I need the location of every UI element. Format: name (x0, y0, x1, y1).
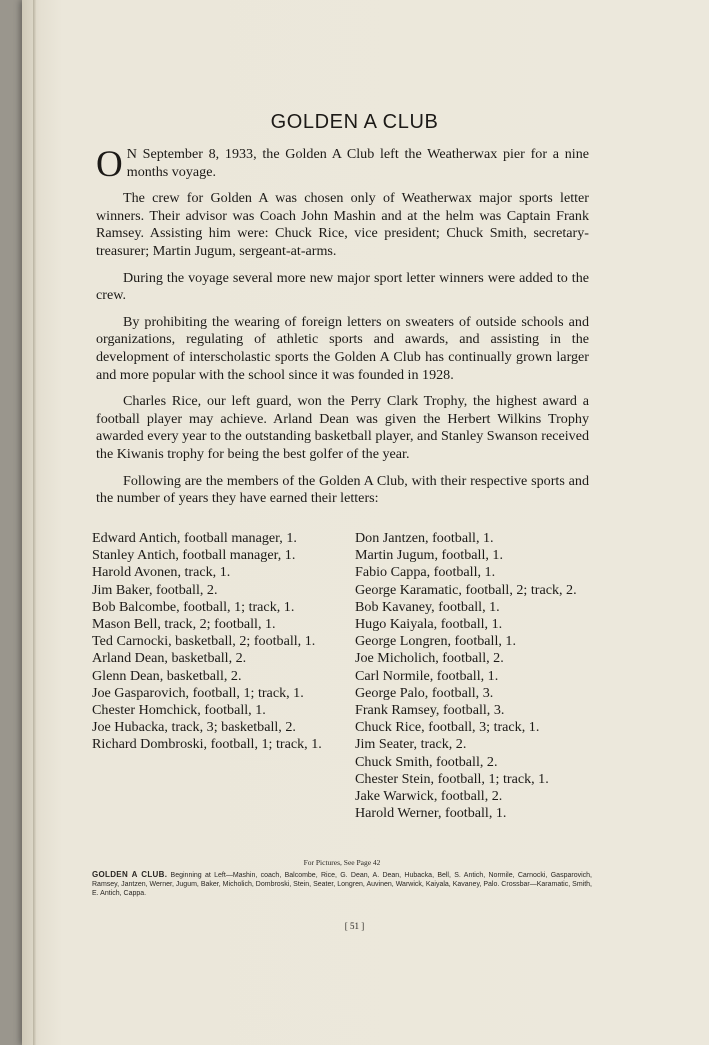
list-item: Edward Antich, football manager, 1. (92, 530, 297, 546)
caption-header: For Pictures, See Page 42 (303, 858, 381, 867)
page-binding-edge (33, 0, 36, 1045)
list-item: Jake Warwick, football, 2. (355, 788, 503, 805)
list-item: Ted Carnocki, basketball, 2; football, 1. (92, 633, 316, 650)
list-item: George Longren, football, 1. (355, 633, 516, 650)
page-number: [ 51 ] (344, 921, 365, 931)
list-item: Joe Hubacka, track, 3; basketball, 2. (92, 719, 296, 736)
paragraph-members-intro: Following are the members of the Golden A Club, with their respective sports and the number of years they have earned their letters: (96, 472, 589, 507)
list-item: Glenn Dean, basketball, 2. (92, 667, 242, 684)
list-item: Jim Baker, football, 2. (92, 581, 218, 598)
list-item: Don Jantzen, football, 1. (355, 530, 494, 546)
article-body (96, 146, 589, 517)
list-item: Chester Stein, football, 1; track, 1. (355, 770, 549, 787)
list-item: Chuck Rice, football, 3; track, 1. (355, 719, 540, 736)
list-item: Chester Homchick, football, 1. (92, 702, 266, 719)
intro-text: N September 8, 1933, the Golden A Club left the Weatherwax pier for a nine months voyage. (126, 146, 589, 180)
drop-cap: O (96, 144, 123, 185)
caption-text: Beginning at Left—Mashin, coach, Balcombe, Rice, G. Dean, A. Dean, Hubacka, Bell, S. Antich, Normile, Carnocki, Gasparovich, Ramsey, Jantzen, Werner, Jugum, Baker, Micholich, Dombroski, Stein, Seater, Longren, Auvinen, Warwick, Kaiyala, Kavaney, Palo. Crossbar—Karamatic, Smith, E. Antich, Cappa. (92, 872, 592, 897)
intro-paragraph (96, 144, 589, 185)
list-item: Joe Micholich, football, 2. (355, 650, 504, 667)
list-item: Bob Balcombe, football, 1; track, 1. (92, 598, 295, 615)
members-column-left (92, 530, 326, 754)
list-item: Joe Gasparovich, football, 1; track, 1. (92, 684, 304, 701)
list-item: Harold Werner, football, 1. (355, 805, 507, 822)
list-item: George Karamatic, football, 2; track, 2. (355, 581, 577, 598)
list-item: Chuck Smith, football, 2. (355, 753, 498, 770)
list-item: Bob Kavaney, football, 1. (355, 598, 500, 615)
paragraph-crew: The crew for Golden A was chosen only of Weatherwax major sports letter winners. Their advisor was Coach John Mashin and at the helm was Captain Frank Ramsey. Assisting him were: Chuck Rice, vice president; Chuck Smith, secretary-treasurer; Martin Jugum, sergeant-at-arms. (96, 190, 589, 259)
list-item: Mason Bell, track, 2; football, 1. (92, 616, 276, 633)
list-item: Stanley Antich, football manager, 1. (92, 547, 296, 564)
list-item: George Palo, football, 3. (355, 684, 494, 701)
caption-label: GOLDEN A CLUB. (92, 870, 168, 879)
list-item: Hugo Kaiyala, football, 1. (355, 616, 503, 633)
photo-caption (92, 858, 592, 898)
list-item: Carl Normile, football, 1. (355, 667, 499, 684)
paragraph-voyage: During the voyage several more new major sport letter winners were added to the crew. (96, 269, 589, 304)
list-item: Arland Dean, basketball, 2. (92, 650, 247, 667)
list-item: Jim Seater, track, 2. (355, 736, 467, 753)
paragraph-purpose: By prohibiting the wearing of foreign letters on sweaters of outside schools and organizations, regulating of athletic sports and awards, and assisting in the development of interscholastic sports the Golden A Club has continually grown larger and more popular with the school since it was founded in 1928. (96, 313, 589, 383)
paragraph-trophies: Charles Rice, our left guard, won the Perry Clark Trophy, the highest award a football player may achieve. Arland Dean was given the Herbert Wilkins Trophy awarded every year to the outstanding basketball player, and Stanley Swanson received the Kiwanis trophy for being the best golfer of the year. (96, 393, 589, 462)
list-item: Martin Jugum, football, 1. (355, 547, 503, 564)
list-item: Frank Ramsey, football, 3. (355, 702, 505, 719)
caption-body (92, 870, 592, 898)
list-item: Fabio Cappa, football, 1. (355, 564, 496, 581)
list-item: Harold Avonen, track, 1. (92, 564, 231, 581)
page-title: GOLDEN A CLUB (270, 111, 439, 133)
members-column-right (355, 530, 588, 822)
list-item: Richard Dombroski, football, 1; track, 1. (92, 736, 322, 753)
